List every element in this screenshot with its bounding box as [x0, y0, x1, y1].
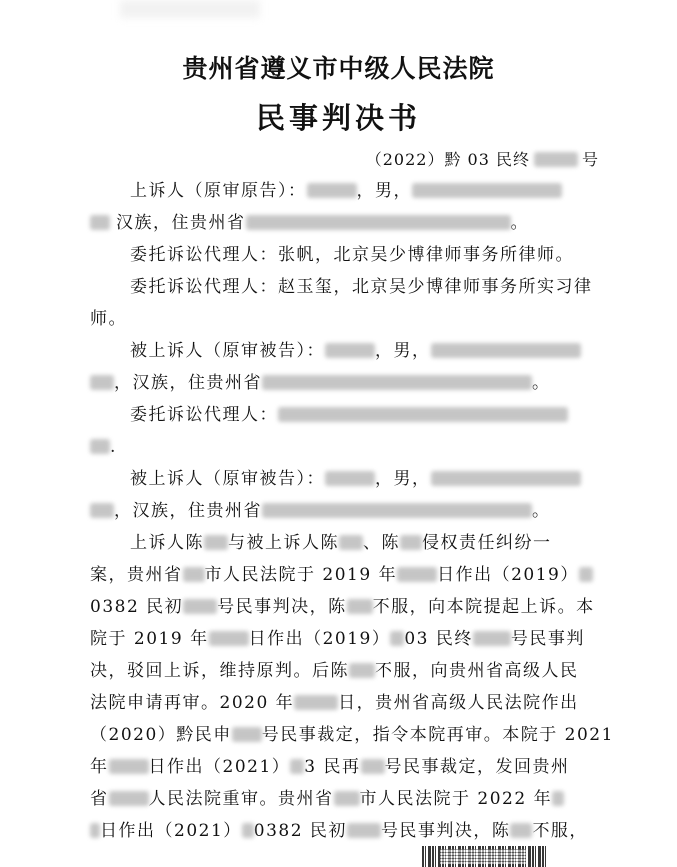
- body-text: 不服，向本院提起上诉。本: [372, 597, 595, 617]
- body-text: （2020）黔民申: [90, 725, 232, 745]
- body-text: 院于 2019 年: [90, 629, 209, 649]
- period-text: .: [110, 437, 117, 457]
- redacted-block: [278, 407, 568, 422]
- redacted-block: [349, 663, 375, 678]
- body-text: 与被上诉人陈: [228, 533, 339, 553]
- body-text: 、陈: [363, 533, 400, 553]
- redacted-block: [534, 152, 578, 167]
- agent-2-line-cont: 师。: [90, 309, 127, 329]
- redacted-block: [294, 695, 338, 710]
- ethnic-residence-text: 汉族，住贵州省: [116, 213, 246, 233]
- body-line-4: [90, 626, 610, 652]
- body-text: 人民法院重审。贵州省: [148, 789, 334, 809]
- redacted-block: [473, 631, 511, 646]
- redacted-block: [90, 503, 114, 518]
- barcode: [422, 846, 546, 867]
- redacted-block: [262, 375, 532, 390]
- body-text: 决，驳回上诉，维持原判。后陈: [90, 661, 349, 681]
- redacted-block: [204, 535, 228, 550]
- body-text: 省: [90, 789, 109, 809]
- body-text: 年: [90, 757, 109, 777]
- redacted-block: [90, 823, 100, 838]
- redacted-block: [347, 823, 381, 838]
- body-text: 号民事判决，陈: [380, 821, 511, 841]
- period-text: 。: [510, 213, 529, 233]
- redacted-block: [109, 759, 149, 774]
- redacted-block: [246, 215, 511, 230]
- redacted-block: [431, 471, 581, 486]
- body-line-3: [90, 594, 610, 620]
- redacted-block: [552, 791, 564, 806]
- body-text: 不服，向贵州省高级人民: [375, 661, 579, 681]
- gender-text: ，男，: [375, 341, 431, 361]
- body-text: 日，贵州省高级人民法院作出: [338, 693, 579, 713]
- appellee-2-residence-line: [90, 498, 610, 524]
- redacted-block: [397, 567, 437, 582]
- redacted-block: [510, 823, 532, 838]
- redacted-block: [390, 631, 404, 646]
- body-text: 上诉人陈: [130, 533, 204, 553]
- redacted-block: [579, 567, 593, 582]
- body-line-8: [90, 754, 610, 780]
- agent-3-line-cont: [90, 434, 610, 460]
- redacted-block: [90, 439, 110, 454]
- redacted-block: [262, 503, 532, 518]
- agent-3-line: [90, 402, 650, 428]
- redacted-block: [325, 343, 375, 358]
- ethnic-residence-text: ，汉族，住贵州省: [114, 501, 262, 521]
- appellee-1-line: [90, 338, 650, 364]
- gender-text: ，男，: [356, 181, 412, 201]
- redacted-block: [307, 183, 357, 198]
- redacted-block: [109, 791, 149, 806]
- body-text: 市人民法院于 2022 年: [359, 789, 553, 809]
- body-line-7: [90, 722, 614, 748]
- body-line-2: [90, 562, 610, 588]
- court-name: 贵州省遵义市中级人民法院: [182, 54, 495, 83]
- redacted-block: [400, 535, 422, 550]
- appellant-label: 上诉人（原审原告）：: [130, 181, 307, 201]
- body-text: 03 民终: [404, 629, 473, 649]
- body-line-5: [90, 658, 610, 684]
- case-number-suffix: 号: [581, 150, 599, 169]
- redacted-block: [334, 791, 360, 806]
- body-text: 市人民法院于 2019 年: [204, 565, 398, 585]
- barcode-overlay: [440, 849, 526, 864]
- document-type-title: 民事判决书: [255, 101, 421, 135]
- redacted-block: [183, 599, 217, 614]
- body-text: 日作出（2019）: [437, 565, 579, 585]
- body-text: 号民事裁定，发回贵州: [384, 757, 570, 777]
- body-text: 日作出（2021）: [148, 757, 291, 777]
- redacted-block: [209, 631, 249, 646]
- redacted-block: [412, 183, 562, 198]
- redacted-block: [90, 215, 110, 230]
- scan-shade: [120, 0, 260, 18]
- body-text: 号民事判: [510, 629, 585, 649]
- body-text: 0382 民初: [90, 597, 184, 617]
- case-number-prefix: （2022）黔 03 民终: [365, 150, 530, 169]
- body-text: 日作出（2019）: [248, 629, 391, 649]
- body-text: 法院申请再审。2020 年: [90, 693, 295, 713]
- body-text: 3 民再: [304, 757, 361, 777]
- body-line-6: [90, 690, 610, 716]
- body-text: 案，贵州省: [90, 565, 183, 585]
- redacted-block: [232, 727, 262, 742]
- case-number: [366, 148, 599, 172]
- body-text: 0382 民初: [253, 821, 347, 841]
- redacted-block: [290, 759, 304, 774]
- period-text: 。: [532, 373, 551, 393]
- agent-1-line: 委托诉讼代理人：张帆，北京吴少博律师事务所律师。: [130, 245, 574, 265]
- body-text: 号民事裁定，指令本院再审。本院于 2021: [261, 725, 614, 745]
- agent-3-label: 委托诉讼代理人：: [130, 405, 278, 425]
- body-text: 日作出（2021）: [100, 821, 242, 841]
- appellee-1-label: 被上诉人（原审被告）：: [130, 341, 325, 361]
- period-text: 。: [532, 501, 551, 521]
- body-line-1: [90, 530, 650, 556]
- appellee-1-residence-line: [90, 370, 610, 396]
- redacted-block: [183, 567, 205, 582]
- body-line-10: [90, 818, 610, 844]
- appellee-2-label: 被上诉人（原审被告）：: [130, 469, 325, 489]
- appellee-2-line: [90, 466, 650, 492]
- body-line-9: [90, 786, 610, 812]
- redacted-block: [325, 471, 375, 486]
- redacted-block: [339, 535, 363, 550]
- redacted-block: [347, 599, 373, 614]
- redacted-block: [431, 343, 581, 358]
- appellant-line: [90, 178, 650, 204]
- redacted-block: [90, 375, 114, 390]
- body-text: 号民事判决，陈: [217, 597, 347, 617]
- appellant-residence-line: [90, 210, 610, 236]
- body-text: 不服，: [532, 821, 588, 841]
- agent-2-line: 委托诉讼代理人：赵玉玺，北京吴少博律师事务所实习律: [130, 277, 593, 297]
- ethnic-residence-text: ，汉族，住贵州省: [114, 373, 262, 393]
- gender-text: ，男，: [375, 469, 431, 489]
- body-text: 侵权责任纠纷一: [422, 533, 552, 553]
- redacted-block: [242, 823, 254, 838]
- redacted-block: [361, 759, 385, 774]
